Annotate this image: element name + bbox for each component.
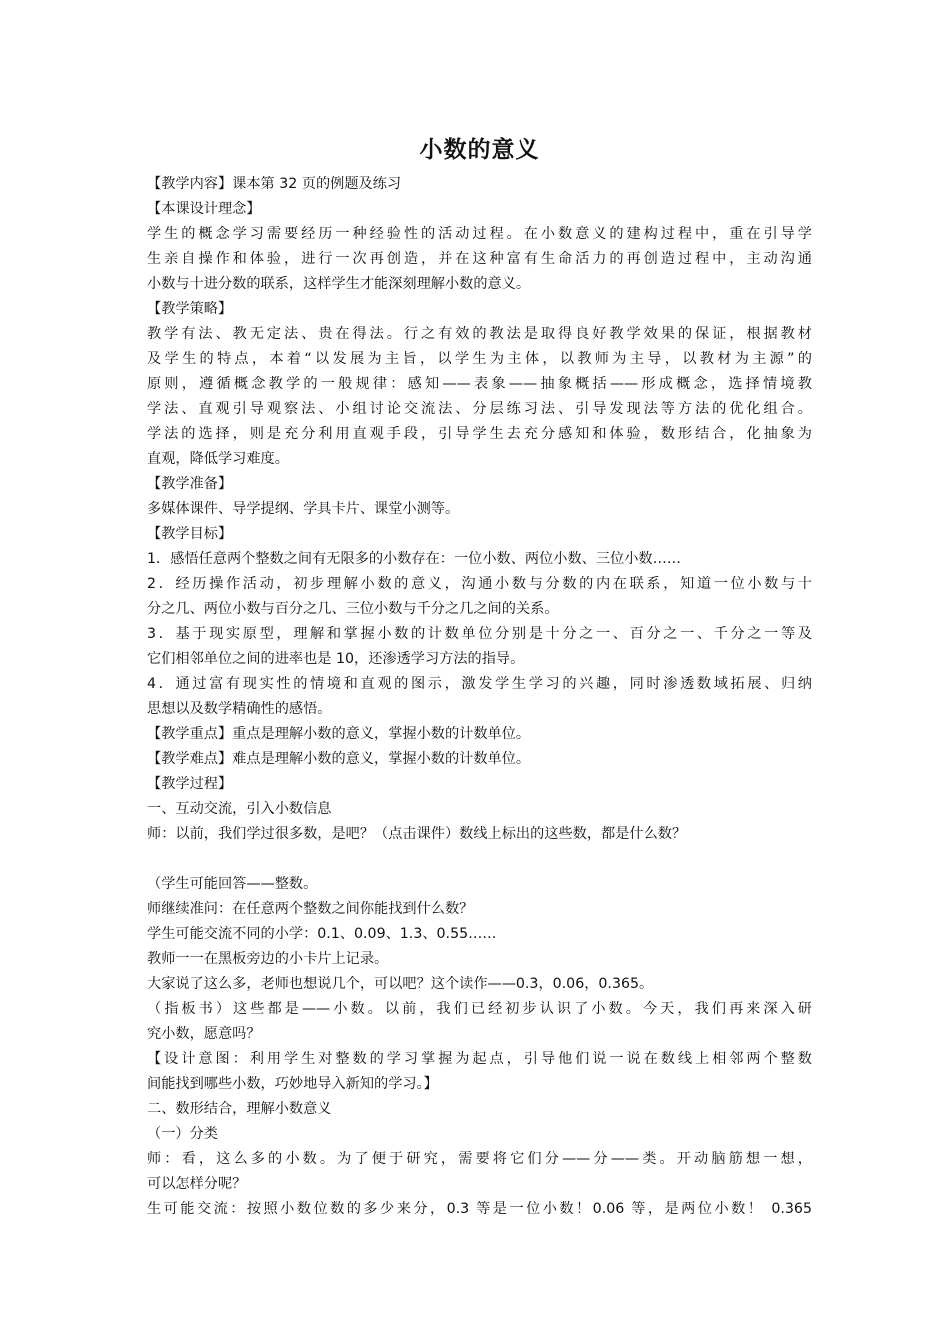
text-line: 【教学重点】重点是理解小数的意义，掌握小数的计数单位。 [147,726,531,742]
text-line: （指板书）这些都是——小数。以前，我们已经初步认识了小数。今天，我们再来深入研 [147,1001,812,1017]
text-line: 生可能交流：按照小数位数的多少来分，0.3 等是一位小数！0.06 等，是两位小数！ 0.365 [147,1201,812,1217]
section-heading: 【教学准备】 [147,476,233,492]
text-line: 师继续准问：在任意两个整数之间你能找到什么数？ [147,901,474,917]
blank-line [147,847,812,872]
text-line: 【教学难点】难点是理解小数的意义，掌握小数的计数单位。 [147,751,531,767]
text-line: 【教学内容】课本第 32 页的例题及练习 [147,176,402,192]
text-line: 大家说了这么多，老师也想说几个，可以吧？这个读作——0.3，0.06，0.365。 [147,976,654,992]
text-line: 师：以前，我们学过很多数，是吧？（点击课件）数线上标出的这些数，都是什么数？ [147,826,687,842]
text-line: 教师一一在黑板旁边的小卡片上记录。 [147,951,389,967]
text-line: （学生可能回答——整数。 [147,876,318,892]
text-line: 及学生的特点，本着“以发展为主旨，以学生为主体，以教师为主导，以教材为主源”的 [147,351,812,367]
document-title: 小数的意义 [419,137,540,163]
section-heading: 【教学策略】 [147,301,233,317]
text-line: 师：看，这么多的小数。为了便于研究，需要将它们分——分——类。开动脑筋想一想， [147,1151,812,1167]
text-line: 1．感悟任意两个整数之间有无限多的小数存在：一位小数、两位小数、三位小数…… [147,551,681,567]
text-line: 小数与十进分数的联系，这样学生才能深刻理解小数的意义。 [147,276,531,292]
text-line: 教学有法、教无定法、贵在得法。行之有效的教法是取得良好教学效果的保证，根据教材 [147,326,812,342]
text-line: 学法、直观引导观察法、小组讨论交流法、分层练习法、引导发现法等方法的优化组合。 [147,401,812,417]
text-line: 思想以及数学精确性的感悟。 [147,701,332,717]
text-line: 可以怎样分呢？ [147,1176,247,1192]
text-line: 2．经历操作活动，初步理解小数的意义，沟通小数与分数的内在联系，知道一位小数与十 [147,576,812,592]
text-line: 4．通过富有现实性的情境和直观的图示，激发学生学习的兴趣，同时渗透数域拓展、归纳 [147,676,812,692]
subsection-heading: 二、数形结合，理解小数意义 [147,1101,332,1117]
subsection-heading: 一、互动交流，引入小数信息 [147,801,332,817]
text-line: 学法的选择，则是充分利用直观手段，引导学生去充分感知和体验，数形结合，化抽象为 [147,426,812,442]
section-heading: 【教学过程】 [147,776,233,792]
text-line: 分之几、两位小数与百分之几、三位小数与千分之几之间的关系。 [147,601,559,617]
text-line: 生亲自操作和体验，进行一次再创造，并在这种富有生命活力的再创造过程中，主动沟通 [147,251,812,267]
design-intent-line: 【设计意图：利用学生对整数的学习掌握为起点，引导他们说一说在数线上相邻两个整数 [147,1051,812,1067]
text-line: 3．基于现实原型，理解和掌握小数的计数单位分别是十分之一、百分之一、千分之一等及 [147,626,812,642]
section-heading: 【本课设计理念】 [147,201,261,217]
design-intent-line: 间能找到哪些小数，巧妙地导入新知的学习。】 [147,1076,438,1092]
section-heading: 【教学目标】 [147,526,233,542]
subsection-heading: （一）分类 [147,1126,218,1142]
text-line: 它们相邻单位之间的进率也是 10，还渗透学习方法的指导。 [147,651,525,667]
document-page [147,132,812,1222]
text-line: 原则，遵循概念教学的一般规律：感知——表象——抽象概括——形成概念，选择情境教 [147,376,812,392]
text-line: 学生的概念学习需要经历一种经验性的活动过程。在小数意义的建构过程中，重在引导学 [147,226,812,242]
text-line: 多媒体课件、导学提纲、学具卡片、课堂小测等。 [147,501,460,517]
text-line: 直观，降低学习难度。 [147,451,289,467]
text-line: 究小数，愿意吗？ [147,1026,261,1042]
text-line: 学生可能交流不同的小学：0.1、0.09、1.3、0.55…… [147,926,497,942]
